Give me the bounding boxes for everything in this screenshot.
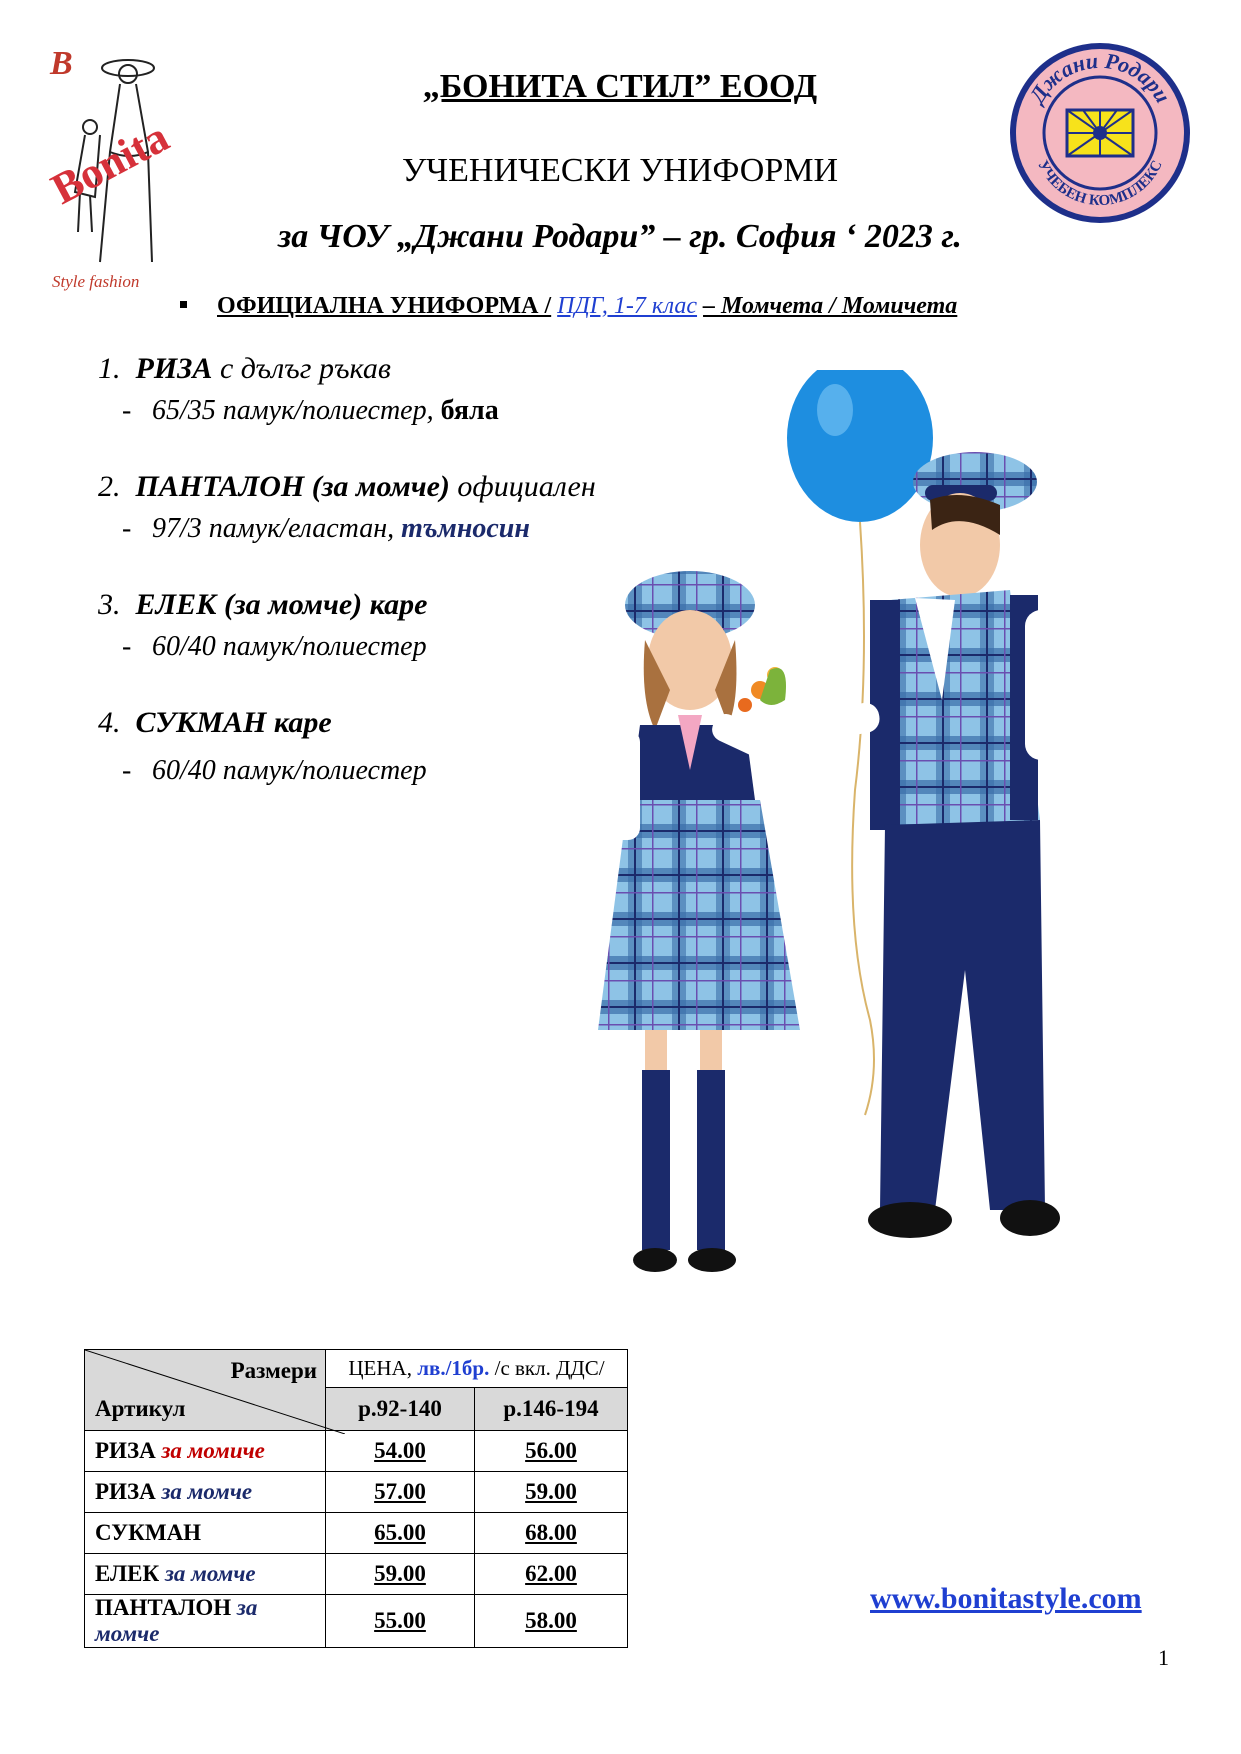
table-row: ЕЛЕК за момче 59.00 62.00 (85, 1554, 628, 1595)
table-row: РИЗА за момиче 54.00 56.00 (85, 1431, 628, 1472)
page-number: 1 (1158, 1645, 1169, 1670)
school-logo (1005, 38, 1195, 228)
document-subtitle: УЧЕНИЧЕСКИ УНИФОРМИ (401, 152, 839, 189)
school-logo-bottom-text: УЧЕБЕН КОМПЛЕКС (1034, 158, 1166, 210)
category-gender: – Момчета / Момичета (703, 293, 958, 319)
flower-bouquet (738, 667, 786, 712)
bonita-logo-letter: B (50, 45, 73, 82)
uniform-photo (570, 370, 1210, 1380)
table-row: РИЗА за момче 57.00 59.00 (85, 1472, 628, 1513)
item-trousers: 2. ПАНТАЛОН (за момче) официален (98, 470, 596, 503)
table-price-header: ЦЕНА, лв./1бр. /с вкл. ДДС/ (326, 1350, 628, 1388)
item-shirt: 1. РИЗА с дълъг ръкав (98, 352, 391, 385)
price-table (84, 1349, 628, 1648)
bullet-square-icon (180, 301, 187, 308)
category-title: ОФИЦИАЛНА УНИФОРМА / (217, 293, 552, 319)
table-row: ПАНТАЛОН за момче 55.00 58.00 (85, 1595, 628, 1648)
website-link[interactable]: www.bonitastyle.com (870, 1582, 1142, 1615)
item-vest: 3. ЕЛЕК (за момче) каре (98, 588, 428, 621)
table-corner-sizes: Размери (230, 1358, 317, 1383)
company-name: „БОНИТА СТИЛ” ЕООД (422, 68, 818, 105)
bonita-logo-text: Bonita (43, 112, 177, 214)
item-trousers-detail: - 97/3 памук/еластан, тъмносин (122, 513, 530, 544)
category-grades: ПДГ, 1-7 клас (557, 293, 698, 319)
boy-figure (768, 452, 1061, 1238)
bonita-logo-tagline: Style fashion (52, 272, 140, 291)
table-size-header-1: р.92-140 (326, 1388, 475, 1431)
item-vest-detail: - 60/40 памук/полиестер (122, 631, 427, 662)
table-row: СУКМАН 65.00 68.00 (85, 1513, 628, 1554)
school-line: за ЧОУ „Джани Родари” – гр. София ‘ 2023 г. (278, 218, 962, 255)
item-shirt-detail: - 65/35 памук/полиестер, бяла (122, 395, 499, 426)
category-line (180, 293, 957, 320)
table-corner-article: Артикул (95, 1396, 186, 1421)
bonita-logo (40, 32, 200, 302)
item-pinafore-detail: - 60/40 памук/полиестер (122, 755, 427, 786)
item-pinafore: 4. СУКМАН каре (98, 706, 332, 739)
table-corner-cell (85, 1350, 326, 1431)
table-size-header-2: р.146-194 (475, 1388, 628, 1431)
school-logo-top-text: Джани Родари (1024, 47, 1176, 108)
balloon (787, 370, 933, 522)
